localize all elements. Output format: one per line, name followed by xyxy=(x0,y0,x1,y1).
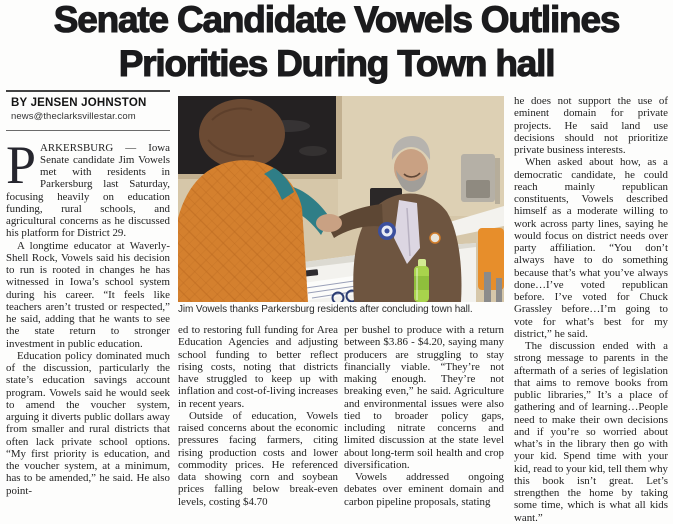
headline-line-1: Senate Candidate Vowels Outlines xyxy=(53,0,620,40)
chair-leg xyxy=(484,272,491,302)
campaign-button-mark xyxy=(385,229,390,234)
column-1-paragraphs xyxy=(6,240,170,497)
lapel-pin xyxy=(430,233,440,243)
article-paragraph: Outside of education, Vowels raised concerns about the economic pressures facing farmers, citing rising production costs and lower commodity prices. He referenced data showing corn and soybean prices falling below break-even levels, costing $4.70 xyxy=(178,409,338,508)
chair-leg xyxy=(496,278,502,302)
article-paragraph: The discussion ended with a strong message to parents in the aftermath of a series of legislation that aims to remove books from public libraries,” It’s a place of gathering and of learning…People need to make their own decisions and if you’re so worried about what’s in the library then go with your kid. Spend time with your kid, read to your kid, tell them why this book isn’t great. Let’s strengthen the home by taking some time, which is what all kids want.” xyxy=(514,340,668,524)
article-paragraph: Education policy dominated much of the discussion, particularly the state’s education savings account program. Vowels said he would seek to amend the voucher system, arguing it diverts public dollars away from smaller and rural districts that often lack private school options. “My first priority is education, and the voucher system, at a minimum, has to be amended,” he said. He also point- xyxy=(6,349,170,497)
article-paragraph: he does not support the use of eminent domain for private projects. He said land use decisions should not prioritize private business interests. xyxy=(514,95,668,156)
lead-paragraph-text: ARKERSBURG — Iowa Senate candidate Jim Vowels met with residents in Parkersburg last Saturday, focusing heavily on education funding, rural schools, and agricultural concerns as he discussed his platform for District 29. xyxy=(6,141,170,240)
article-paragraph: A longtime educator at Waverly-Shell Rock, Vowels said his decision to run is rooted in changes he has witnessed in Iowa’s school system during his career. “It feels like teachers aren’t trusted or respected,” he said, adding that he wants to see the state return to stronger investment in public education. xyxy=(6,239,170,350)
article-paragraph: ed to restoring full funding for Area Education Agencies and adjusting school funding to better reflect rising costs, noting that districts have struggled to keep up with inflation and cost-of-living increases in recent years. xyxy=(178,324,338,410)
column-2-paragraphs xyxy=(178,324,338,508)
chalkboard-smudge xyxy=(299,146,327,156)
article-column-3 xyxy=(344,324,504,508)
drop-cap: P xyxy=(6,134,37,195)
photo-caption: Jim Vowels thanks Parkersburg residents after concluding town hall. xyxy=(178,304,473,315)
article-column-4 xyxy=(514,95,668,524)
article-paragraph: Vowels addressed ongoing debates over eminent domain and carbon pipeline proposals, stating xyxy=(344,471,504,508)
water-fountain-shadow xyxy=(495,158,500,204)
article-column-1 xyxy=(6,90,170,497)
article-paragraph: When asked about how, as a democratic candidate, he could reach mainly republican constituents, Vowels described himself as a moderate willing to work across party lines, saying he would focus on district needs over party affiliation. “You don’t always have to do something because that’s what you’ve always done…I’ve voted republican before. I’ve voted for Chuck Grassley before…I’m going to vote for what’s best for my district,” he said. xyxy=(514,156,668,340)
article-paragraph: per bushel to produce with a return between $3.86 - $4.20, saying many producers are struggling to stay financially viable. “They’re not making enough. They’re not breaking even,” he said. Agriculture and environmental issues were also tied to broader policy gaps, including nitrate concerns and limited discussion at the state level about long-term soil health and crop diversification. xyxy=(344,324,504,471)
article-headline xyxy=(0,0,673,86)
byline-email: news@theclarksvillestar.com xyxy=(11,111,136,123)
column-3-paragraphs xyxy=(344,324,504,508)
lead-paragraph xyxy=(6,134,170,240)
article-photo xyxy=(178,96,504,302)
headline-line-2: Priorities During Town hall xyxy=(118,43,555,84)
chalkboard-frame xyxy=(336,96,342,179)
water-fountain-basin xyxy=(466,180,490,198)
byline-author: BY JENSEN JOHNSTON xyxy=(11,97,147,109)
byline-block xyxy=(6,90,170,131)
woman-hair xyxy=(199,99,285,169)
article-column-2 xyxy=(178,324,338,508)
photo-illustration xyxy=(178,96,504,302)
handshake-hands xyxy=(316,214,342,232)
column-4-paragraphs xyxy=(514,95,668,524)
woman-vest-quilting xyxy=(178,160,308,302)
